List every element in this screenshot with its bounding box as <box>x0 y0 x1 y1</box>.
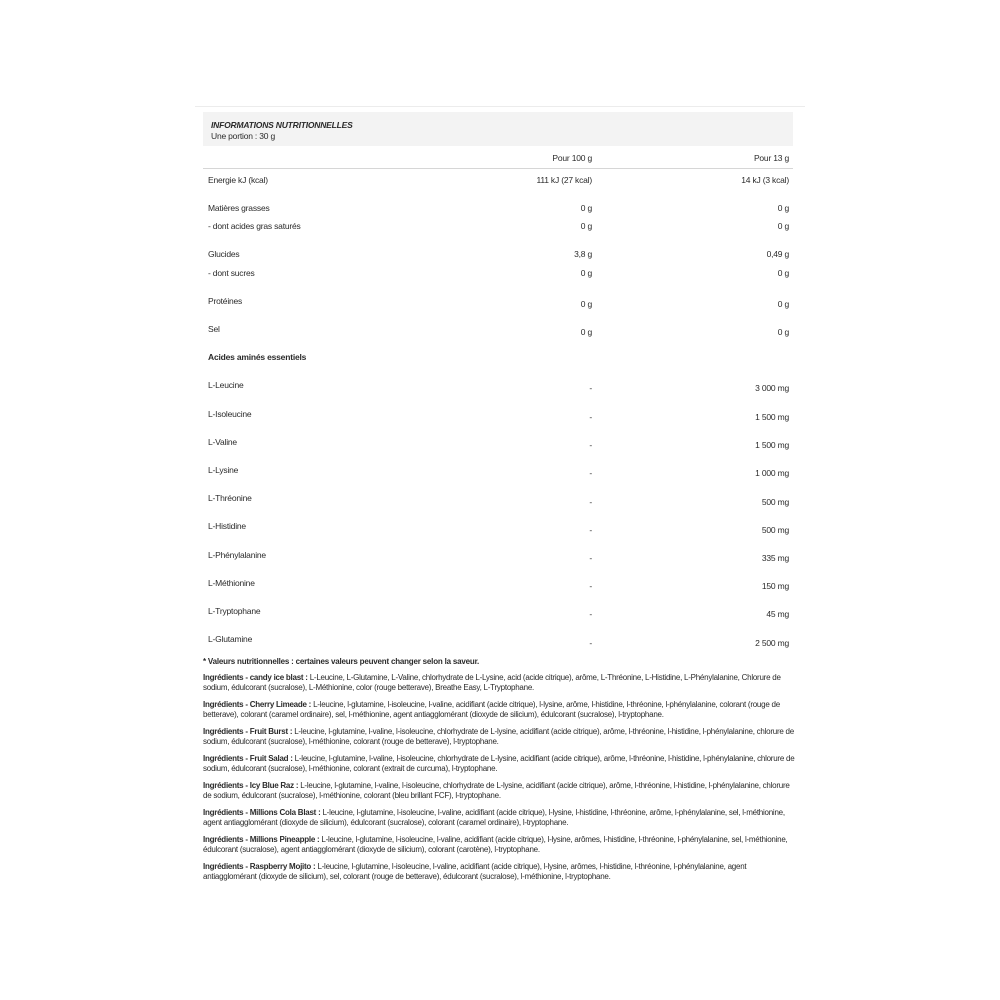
row-value-per-100g: - <box>589 412 592 422</box>
column-header-per-100g: Pour 100 g <box>552 153 592 163</box>
row-value-per-100g: 0 g <box>580 203 592 213</box>
table-row <box>203 324 793 344</box>
ingredient-paragraph <box>203 673 795 693</box>
ingredient-paragraph <box>203 754 795 774</box>
row-label: Acides aminés essentiels <box>208 352 307 362</box>
row-value-per-serving: 335 mg <box>761 553 789 563</box>
row-label: Energie kJ (kcal) <box>208 175 268 185</box>
table-row <box>203 634 793 654</box>
serving-size: Une portion : 30 g <box>211 131 275 141</box>
row-value-per-serving: 1 500 mg <box>755 412 789 422</box>
row-value-per-serving: 0,49 g <box>766 249 789 259</box>
ingredient-flavor-name: Ingrédients - Fruit Salad : <box>203 754 293 763</box>
row-value-per-serving: 500 mg <box>761 497 789 507</box>
ingredient-text: L-Leucine, L-Glutamine, L-Valine, chlorhydrate de L-Lysine, acid (acide citrique), arôme, L-Thréonine, L-Histidine, L-Phénylalanine, Chlorure de sodium, édulcorant (sucralose), L-Méthionine, color (rouge betterave), Breathe Easy, L-Tryptophane. <box>203 673 781 692</box>
ingredient-paragraph <box>203 808 795 828</box>
row-value-per-serving: 14 kJ (3 kcal) <box>741 175 789 185</box>
row-value-per-serving: 0 g <box>777 221 789 231</box>
ingredient-flavor-name: Ingrédients - Millions Cola Blast : <box>203 808 321 817</box>
row-label: L-Histidine <box>208 521 246 531</box>
row-value-per-100g: 0 g <box>580 327 592 337</box>
row-value-per-serving: 1 000 mg <box>755 468 789 478</box>
row-label: L-Valine <box>208 437 237 447</box>
row-value-per-serving: 0 g <box>777 268 789 278</box>
ingredient-text: L-leucine, l-glutamine, l-isoleucine, l-valine, acidifiant (acide citrique), l-lysine, l-histidine, l-thréonine, arôme, l-phénylalanine, sel, l-méthionine, agent antiagglomérant (dioxyde de silicium), édulcorant (sucralose), colorant (caramel ordinaire), l-tryptophane. <box>203 808 785 827</box>
nutrition-title: INFORMATIONS NUTRITIONNELLES <box>211 120 353 130</box>
row-label: L-Phénylalanine <box>208 550 266 560</box>
row-label: L-Lysine <box>208 465 239 475</box>
row-value-per-100g: - <box>589 383 592 393</box>
row-label: L-Leucine <box>208 380 244 390</box>
table-row <box>203 175 793 195</box>
table-row <box>203 409 793 429</box>
row-value-per-100g: - <box>589 497 592 507</box>
table-row <box>203 493 793 513</box>
row-value-per-100g: - <box>589 581 592 591</box>
ingredient-flavor-name: Ingrédients - Icy Blue Raz : <box>203 781 299 790</box>
row-value-per-serving: 3 000 mg <box>755 383 789 393</box>
ingredient-flavor-name: Ingrédients - Fruit Burst : <box>203 727 293 736</box>
column-header-per-serving: Pour 13 g <box>753 153 789 163</box>
row-value-per-100g: 0 g <box>580 299 592 309</box>
row-value-per-100g: 0 g <box>580 268 592 278</box>
row-value-per-serving: 150 mg <box>761 581 789 591</box>
row-value-per-100g: 0 g <box>580 221 592 231</box>
ingredient-text: L-leucine, l-glutamine, l-isoleucine, l-valine, acidifiant (acide citrique), l-lysine, arômes, l-histidine, l-thréonine, l-phénylalanine, agent antiagglomérant (dioxyde de silicium), sel, colorant (rouge de betterave), édulcorant (sucralose), l-méthionine, l-tryptophane. <box>203 862 747 881</box>
table-row <box>203 296 793 316</box>
row-label: - dont sucres <box>208 268 255 278</box>
table-row <box>203 578 793 598</box>
row-value-per-serving: 500 mg <box>761 525 789 535</box>
table-row <box>203 249 793 269</box>
row-value-per-100g: - <box>589 525 592 535</box>
table-row <box>203 606 793 626</box>
footnote: * Valeurs nutritionnelles : certaines valeurs peuvent changer selon la saveur. <box>203 657 480 666</box>
ingredient-paragraph <box>203 700 795 720</box>
row-label: Protéines <box>208 296 243 306</box>
ingredient-flavor-name: Ingrédients - Millions Pineapple : <box>203 835 320 844</box>
ingredient-text: L-leucine, l-glutamine, l-isoleucine, l-valine, acidifiant (acide citrique), l-lysine, arômes, l-histidine, l-thréonine, l-phénylalanine, sel, l-méthionine, édulcorant (sucralose), agent antiagglomérant (dioxyde de silicium), colorant (carotène), l-tryptophane. <box>203 835 788 854</box>
ingredient-text: L-leucine, l-glutamine, l-valine, l-isoleucine, chlorhydrate de L-lysine, acidifiant (acide citrique), arôme, l-thréonine, l-histidine, l-phénylalanine, chlorure de sodium, édulcorant (sucralose), l-méthionine, colorant (extrait de curcuma), l-tryptophane. <box>203 754 795 773</box>
ingredient-paragraph <box>203 727 795 747</box>
row-label: Matières grasses <box>208 203 270 213</box>
row-value-per-serving: 45 mg <box>766 609 789 619</box>
table-row <box>203 268 793 288</box>
table-row <box>203 221 793 241</box>
row-label: L-Isoleucine <box>208 409 252 419</box>
ingredient-flavor-name: Ingrédients - Cherry Limeade : <box>203 700 312 709</box>
row-value-per-serving: 1 500 mg <box>755 440 789 450</box>
row-label: - dont acides gras saturés <box>208 221 301 231</box>
row-value-per-100g: 111 kJ (27 kcal) <box>536 175 592 185</box>
table-row <box>203 550 793 570</box>
row-label: L-Tryptophane <box>208 606 261 616</box>
row-value-per-100g: - <box>589 609 592 619</box>
row-value-per-serving: 0 g <box>777 327 789 337</box>
ingredient-text: L-leucine, l-glutamine, l-valine, l-isoleucine, chlorhydrate de L-lysine, acidifiant (acide citrique), arôme, l-thréonine, l-histidine, l-phénylalanine, chlorure de sodium, édulcorant (sucralose), l-méthionine, colorant (bleu brillant FCF), l-tryptophane. <box>203 781 790 800</box>
row-value-per-100g: - <box>589 638 592 648</box>
row-value-per-serving: 0 g <box>777 203 789 213</box>
row-label: L-Glutamine <box>208 634 253 644</box>
row-label: L-Méthionine <box>208 578 255 588</box>
row-value-per-100g: 3,8 g <box>574 249 592 259</box>
ingredient-text: L-leucine, l-glutamine, l-isoleucine, l-valine, acidifiant (acide citrique), l-lysine, arôme, l-histidine, l-thréonine, l-phénylalanine, colorant (rouge de betterave), colorant (caramel ordinaire), sel, l-méthionine, agent antiagglomérant (dioxyde de silicium), édulcorant (sucralose), l-tryptophane. <box>203 700 780 719</box>
row-value-per-100g: - <box>589 553 592 563</box>
ingredient-flavor-name: Ingrédients - Raspberry Mojito : <box>203 862 316 871</box>
row-value-per-serving: 0 g <box>777 299 789 309</box>
row-label: Glucides <box>208 249 240 259</box>
ingredient-paragraph <box>203 862 795 882</box>
ingredient-paragraph <box>203 835 795 855</box>
table-row <box>203 521 793 541</box>
ingredient-flavor-name: Ingrédients - candy ice blast : <box>203 673 308 682</box>
table-row <box>203 465 793 485</box>
table-row <box>203 437 793 457</box>
ingredient-text: L-leucine, l-glutamine, l-valine, l-isoleucine, chlorhydrate de L-lysine, acidifiant (acide citrique), arôme, l-thréonine, l-histidine, l-phénylalanine, chlorure de sodium, édulcorant (sucralose), l-méthionine, colorant (rouge de betterave), l-tryptophane. <box>203 727 794 746</box>
row-label: L-Thréonine <box>208 493 252 503</box>
row-value-per-serving: 2 500 mg <box>755 638 789 648</box>
ingredient-paragraph <box>203 781 795 801</box>
row-value-per-100g: - <box>589 440 592 450</box>
table-row <box>203 380 793 400</box>
table-row <box>203 203 793 223</box>
table-row <box>203 352 793 372</box>
row-value-per-100g: - <box>589 468 592 478</box>
row-label: Sel <box>208 324 220 334</box>
